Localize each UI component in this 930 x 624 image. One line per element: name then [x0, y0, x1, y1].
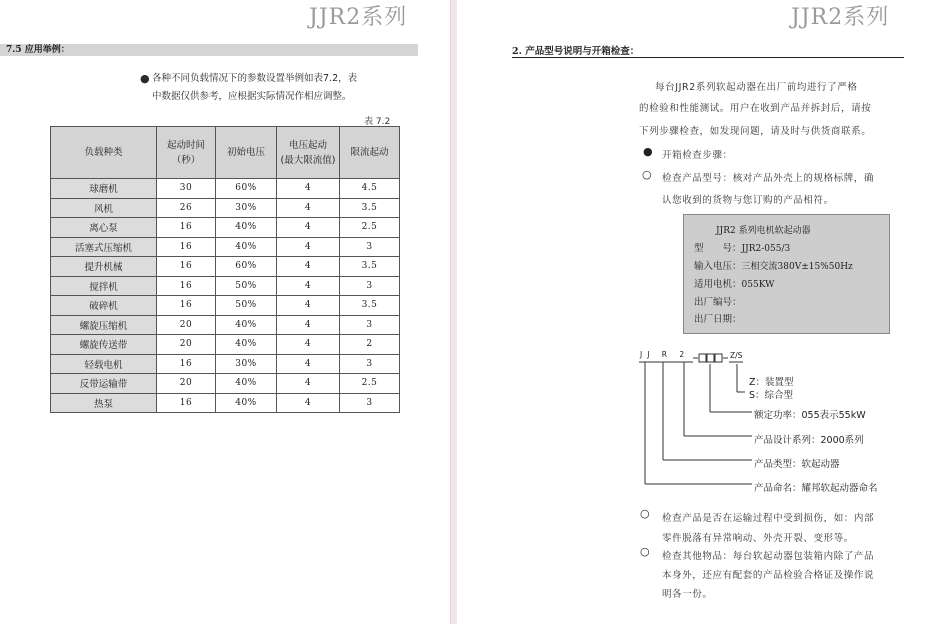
- table-row: [51, 198, 400, 218]
- table-cell: 2.5: [340, 374, 400, 394]
- table-cell: 20: [157, 315, 216, 335]
- load-type-cell: 离心泵: [51, 218, 157, 238]
- table-body: [51, 179, 400, 413]
- check1-line-2: 认您收到的货物与您订购的产品相符。: [662, 195, 834, 206]
- check1-line-1: 检查产品型号：核对产品外壳上的规格标牌，确: [662, 173, 875, 184]
- table-cell: 4: [277, 257, 340, 277]
- table-row: [51, 354, 400, 374]
- table-cell: 2: [340, 335, 400, 355]
- bullet-line-1: 各种不同负载情况下的参数设置举例如表7.2，表: [152, 73, 358, 84]
- nameplate-input: 输入电压：三相交流380V±15%50Hz: [694, 261, 853, 272]
- table-cell: 4: [277, 393, 340, 413]
- load-type-cell: 提升机械: [51, 257, 157, 277]
- nameplate-motor: 适用电机：055KW: [694, 279, 775, 290]
- table-cell: 60%: [216, 179, 277, 199]
- section-title-2: 2. 产品型号说明与开箱检查：: [512, 46, 640, 57]
- load-type-cell: 反带运输带: [51, 374, 157, 394]
- table-cell: 16: [157, 237, 216, 257]
- table-header-row: [51, 127, 400, 179]
- intro-line-3: 下列步骤检查，如发现问题，请及时与供货商联系。: [639, 126, 872, 137]
- table-cell: 4: [277, 276, 340, 296]
- check2-line-1: 检查产品是否在运输过程中受到损伤，如：内部: [662, 513, 875, 524]
- table-cell: 40%: [216, 315, 277, 335]
- right-page: [457, 0, 930, 624]
- page-gutter: [450, 0, 457, 624]
- nameplate-serial: 出厂编号：: [694, 297, 742, 308]
- table-row: [51, 218, 400, 238]
- table-cell: 40%: [216, 393, 277, 413]
- table-cell: 16: [157, 276, 216, 296]
- table-header-cell: 电压起动 (最大限流值): [277, 127, 340, 179]
- table-cell: 4: [277, 198, 340, 218]
- table-cell: 3: [340, 276, 400, 296]
- check3-line-3: 明各一份。: [662, 589, 713, 600]
- table-cell: 40%: [216, 374, 277, 394]
- table-cell: 16: [157, 296, 216, 316]
- table-cell: 4: [277, 315, 340, 335]
- brand-header-left: JJR2系列: [309, 5, 408, 30]
- load-type-cell: 螺旋压缩机: [51, 315, 157, 335]
- code-item-power: 额定功率：055表示55kW: [754, 410, 866, 421]
- table-cell: 3.5: [340, 198, 400, 218]
- table-cell: 4: [277, 218, 340, 238]
- table-cell: 3.5: [340, 296, 400, 316]
- code-prefix: JJ R 2: [640, 350, 690, 359]
- load-parameter-table: [50, 126, 400, 413]
- table-cell: 30: [157, 179, 216, 199]
- table-cell: 3: [340, 354, 400, 374]
- circle-bullet-icon: ○: [640, 507, 650, 520]
- section-rule: [512, 57, 904, 58]
- check3-line-1: 检查其他物品：每台软起动器包装箱内除了产品: [662, 551, 875, 562]
- intro-line-2: 的检验和性能测试。用户在收到产品并拆封后，请按: [639, 103, 872, 114]
- model-code-diagram: [637, 348, 757, 488]
- table-header-cell: 负载种类: [51, 127, 157, 179]
- table-cell: 40%: [216, 218, 277, 238]
- table-cell: 30%: [216, 198, 277, 218]
- nameplate-model: 型 号：JJR2-055/3: [694, 243, 791, 254]
- table-cell: 16: [157, 354, 216, 374]
- table-header-cell: 限流起动: [340, 127, 400, 179]
- table-cell: 4: [277, 296, 340, 316]
- table-cell: 4: [277, 354, 340, 374]
- section-title-7-5: 7.5 应用举例：: [6, 45, 70, 55]
- table-row: [51, 276, 400, 296]
- nameplate-box: [683, 214, 890, 334]
- table-header-cell: 初始电压: [216, 127, 277, 179]
- table-cell: 16: [157, 257, 216, 277]
- table-row: [51, 296, 400, 316]
- bullet-line-2: 中数据仅供参考，应根据实际情况作相应调整。: [152, 91, 352, 102]
- table-cell: 3: [340, 315, 400, 335]
- check3-line-2: 本身外，还应有配套的产品检验合格证及操作说: [662, 570, 875, 581]
- intro-line-1: 每台JJR2系列软起动器在出厂前均进行了严格: [655, 82, 858, 93]
- bullet-icon: ●: [643, 145, 653, 158]
- load-type-cell: 活塞式压缩机: [51, 237, 157, 257]
- table-cell: 50%: [216, 296, 277, 316]
- left-page: [0, 0, 450, 624]
- table-cell: 3: [340, 237, 400, 257]
- table-cell: 16: [157, 218, 216, 238]
- table-row: [51, 179, 400, 199]
- load-type-cell: 螺旋传送带: [51, 335, 157, 355]
- table-cell: 16: [157, 393, 216, 413]
- code-item-name: 产品命名：耀邦软起动器命名: [754, 483, 878, 494]
- load-type-cell: 轻载电机: [51, 354, 157, 374]
- nameplate-date: 出厂日期：: [694, 314, 742, 325]
- table-cell: 4: [277, 237, 340, 257]
- table-cell: 4: [277, 335, 340, 355]
- table-cell: 26: [157, 198, 216, 218]
- load-type-cell: 风机: [51, 198, 157, 218]
- load-type-cell: 搅拌机: [51, 276, 157, 296]
- table-row: [51, 393, 400, 413]
- table-cell: 20: [157, 335, 216, 355]
- load-type-cell: 球磨机: [51, 179, 157, 199]
- table-cell: 3.5: [340, 257, 400, 277]
- code-item-zs-2: S：综合型: [749, 390, 794, 401]
- table-cell: 60%: [216, 257, 277, 277]
- table-cell: 4: [277, 374, 340, 394]
- nameplate-title: JJR2 系列电机软起动器: [716, 226, 811, 236]
- table-header-cell: 起动时间 （秒）: [157, 127, 216, 179]
- table-cell: 50%: [216, 276, 277, 296]
- table-cell: 2.5: [340, 218, 400, 238]
- code-item-zs-1: Z：装置型: [749, 377, 794, 388]
- load-type-cell: 破碎机: [51, 296, 157, 316]
- table-caption: 表 7.2: [364, 117, 391, 127]
- table-row: [51, 374, 400, 394]
- table-row: [51, 237, 400, 257]
- table-row: [51, 315, 400, 335]
- bullet-icon: ●: [140, 72, 150, 85]
- table-cell: 3: [340, 393, 400, 413]
- table-row: [51, 257, 400, 277]
- load-type-cell: 热泵: [51, 393, 157, 413]
- code-suffix: Z/S: [730, 351, 743, 360]
- table-cell: 40%: [216, 335, 277, 355]
- table-cell: 4: [277, 179, 340, 199]
- code-item-type: 产品类型：软起动器: [754, 459, 840, 470]
- check2-line-2: 零件脱落有异常响动、外壳开裂、变形等。: [662, 533, 854, 544]
- circle-bullet-icon: ○: [640, 545, 650, 558]
- brand-header-right: JJR2系列: [791, 5, 890, 30]
- table-row: [51, 335, 400, 355]
- table-cell: 30%: [216, 354, 277, 374]
- code-item-series: 产品设计系列：2000系列: [754, 435, 864, 446]
- table-cell: 20: [157, 374, 216, 394]
- table-cell: 40%: [216, 237, 277, 257]
- table-cell: 4.5: [340, 179, 400, 199]
- step-heading: 开箱检查步骤：: [662, 150, 733, 161]
- circle-bullet-icon: ○: [642, 168, 652, 181]
